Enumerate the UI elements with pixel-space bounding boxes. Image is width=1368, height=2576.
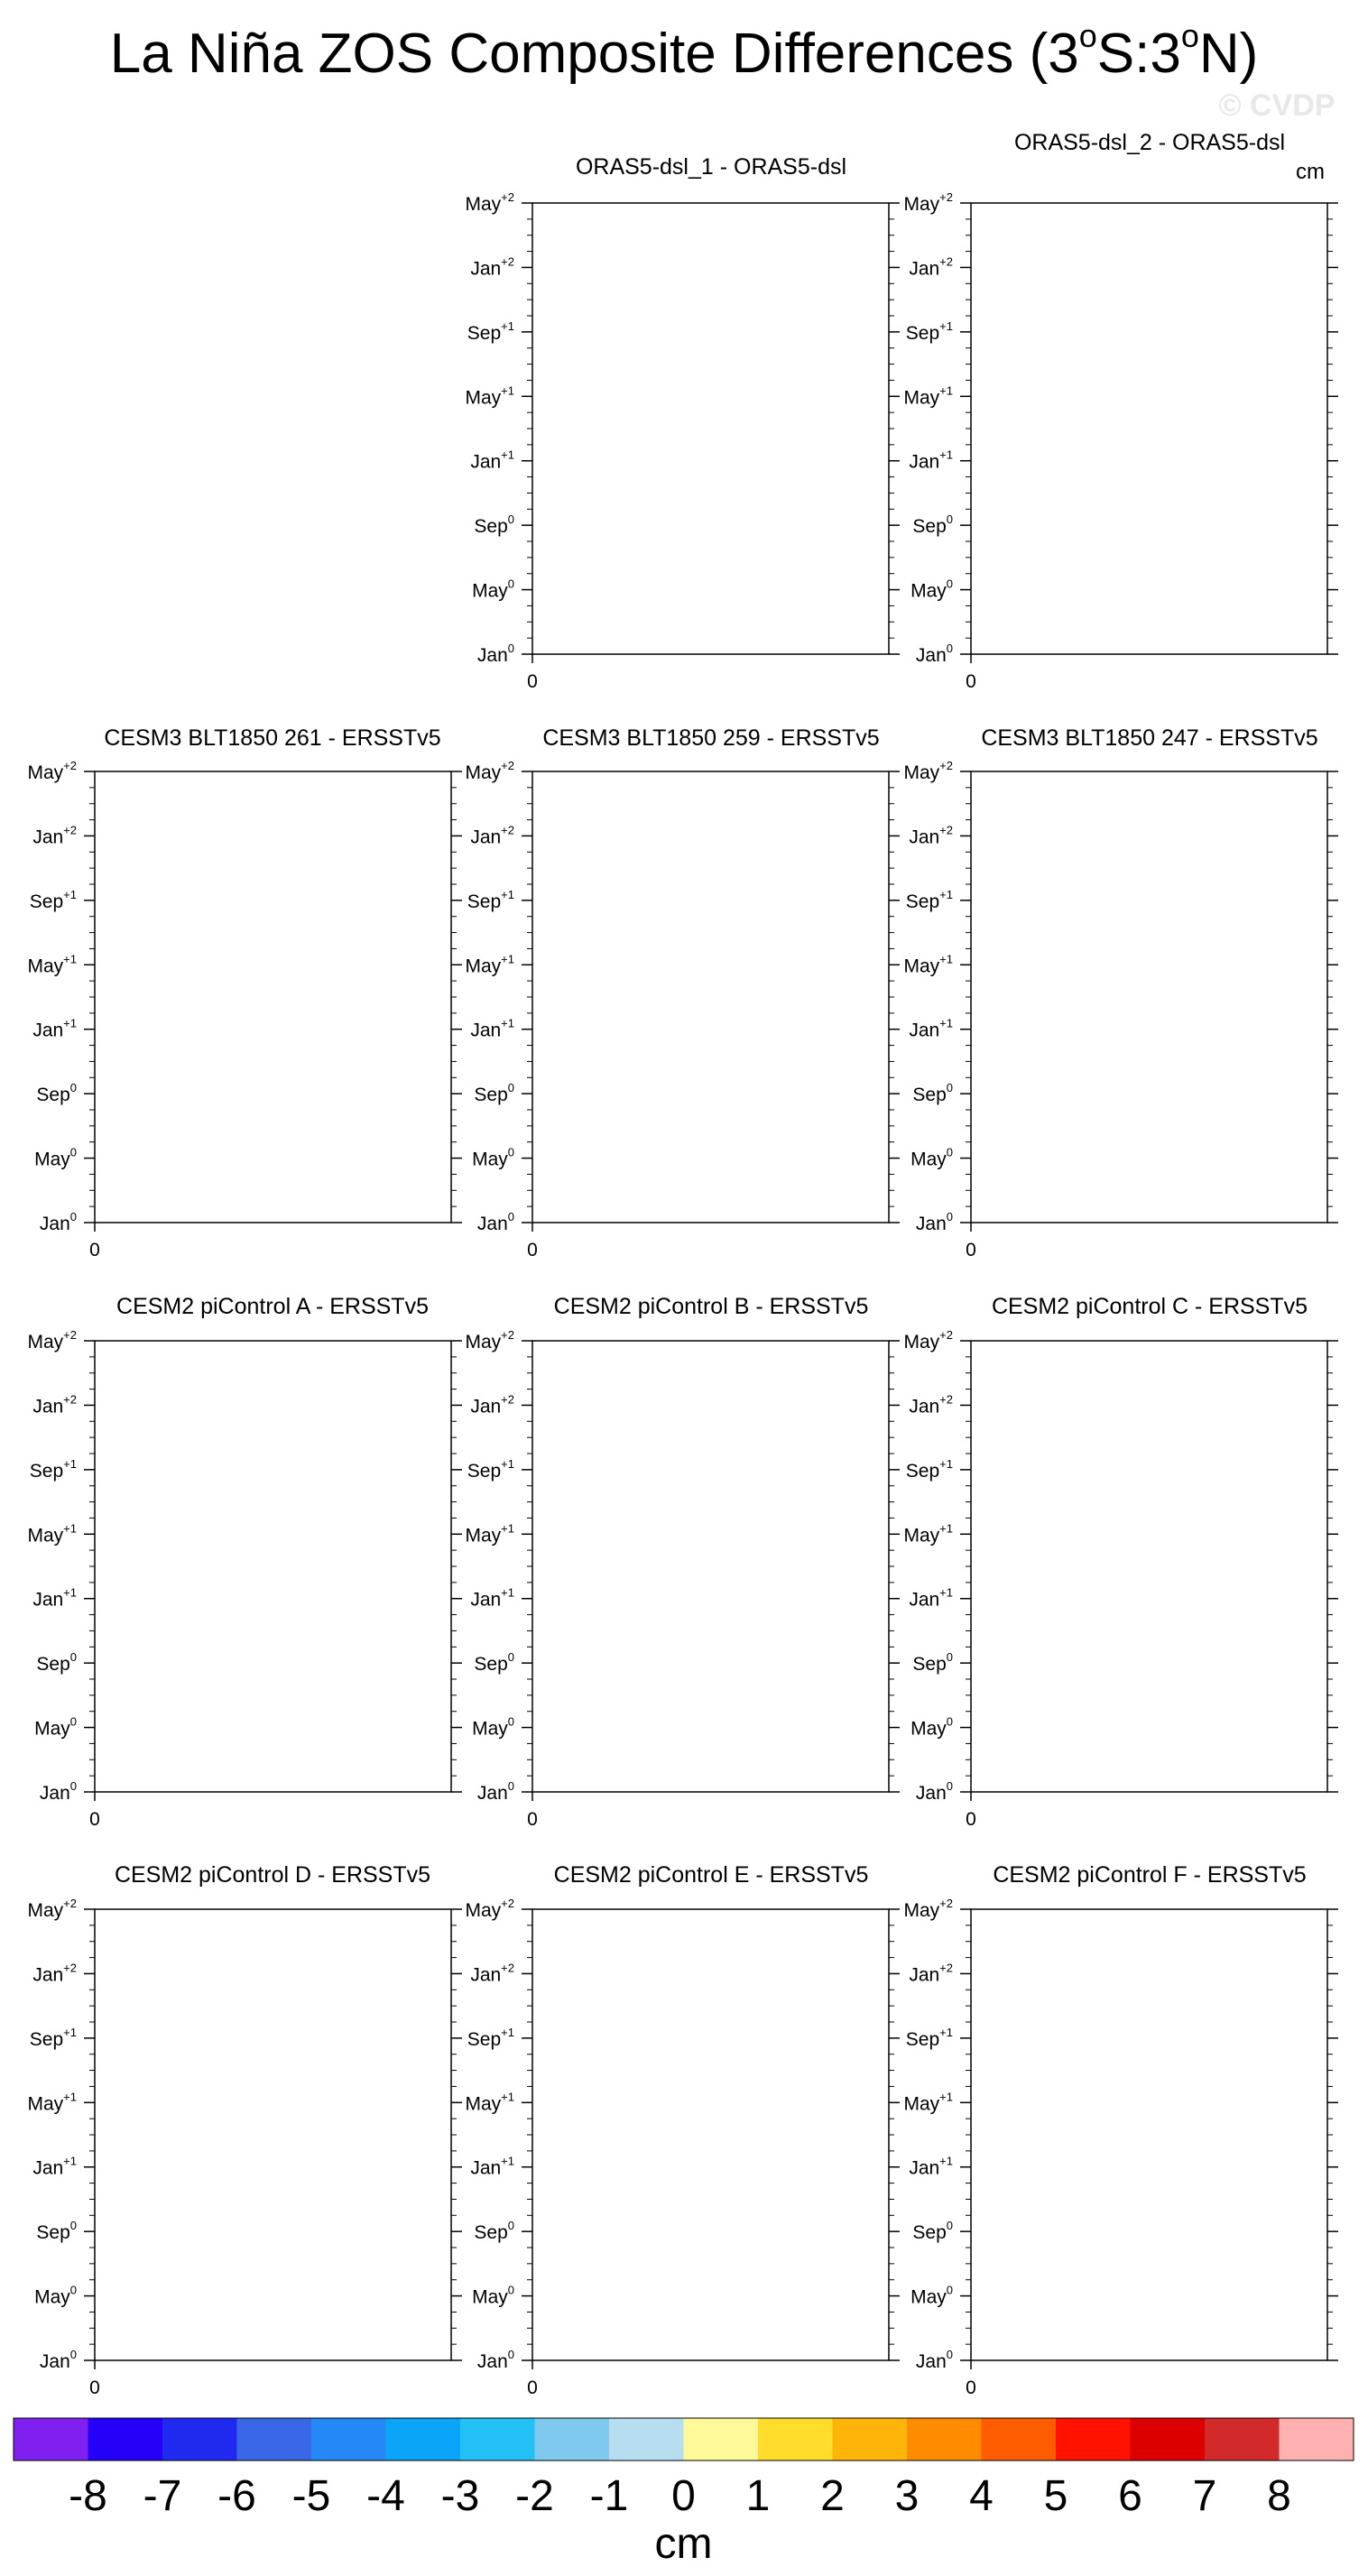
- colorbar-tick-label: 6: [1118, 2472, 1142, 2520]
- y-tick-label: May$^{+1}$: [465, 2090, 514, 2115]
- y-tick-label: Sep$^{+1}$: [467, 319, 514, 344]
- panel: [27, 725, 462, 1260]
- y-tick-label: Sep$^0$: [912, 1081, 953, 1106]
- y-tick-label: Jan$^{+1}$: [470, 2154, 514, 2179]
- y-tick-label: May$^{+1}$: [465, 952, 514, 977]
- y-tick-label: Jan$^{+2}$: [32, 1392, 77, 1417]
- colorbar-tick-label: 1: [745, 2472, 771, 2520]
- colorbar-tick-label: -4: [366, 2472, 405, 2520]
- y-tick-label: Jan$^0$: [915, 642, 953, 666]
- y-tick-label: May$^{+2}$: [903, 190, 953, 215]
- panel: [903, 130, 1338, 692]
- y-tick-label: Jan$^{+2}$: [909, 823, 953, 848]
- panel-frame: [95, 771, 451, 1223]
- colorbar-tick-label: -7: [143, 2472, 182, 2520]
- panel-frame: [95, 1341, 451, 1792]
- y-tick-label: May$^{+2}$: [903, 1328, 953, 1353]
- y-tick-label: Sep$^0$: [912, 1650, 953, 1676]
- y-tick-label: May$^{+1}$: [27, 952, 77, 977]
- colorbar-tick-label: -6: [217, 2472, 256, 2520]
- panel: [903, 1294, 1338, 1830]
- panel: [27, 1294, 462, 1830]
- x-tick-label: 0: [966, 1809, 976, 1830]
- y-tick-label: May$^{+2}$: [465, 1897, 514, 1921]
- colorbar-label: cm: [654, 2520, 713, 2568]
- y-tick-label: May$^{+1}$: [27, 2090, 77, 2115]
- panel: [27, 1862, 462, 2398]
- panel-frame: [532, 1909, 889, 2360]
- colorbar-swatch: [162, 2418, 237, 2461]
- x-tick-label: 0: [89, 2377, 100, 2398]
- panel-title: CESM2 piControl D - ERSSTv5: [114, 1862, 431, 1888]
- y-tick-label: Jan$^{+1}$: [32, 2154, 77, 2179]
- colorbar-swatch: [14, 2418, 88, 2461]
- y-tick-label: Jan$^{+2}$: [470, 823, 514, 848]
- y-tick-label: May$^{+1}$: [903, 952, 953, 977]
- y-tick-label: Jan$^{+1}$: [470, 448, 514, 473]
- colorbar-swatch: [833, 2418, 908, 2461]
- y-tick-label: Jan$^{+2}$: [470, 1961, 514, 1986]
- y-tick-label: Sep$^0$: [36, 2219, 77, 2244]
- x-tick-label: 0: [89, 1240, 100, 1260]
- colorbar-swatch: [237, 2418, 312, 2461]
- colorbar-swatch: [88, 2418, 163, 2461]
- y-tick-label: May$^{+1}$: [903, 2090, 953, 2115]
- y-tick-label: May$^{+2}$: [27, 759, 77, 783]
- y-tick-label: May$^{+2}$: [27, 1328, 77, 1353]
- colorbar-swatch: [684, 2418, 759, 2461]
- colorbar-swatch: [386, 2418, 461, 2461]
- y-tick-label: May$^0$: [472, 1714, 514, 1740]
- y-tick-label: Jan$^{+1}$: [32, 1585, 77, 1611]
- panel-title: CESM2 piControl A - ERSSTv5: [116, 1294, 429, 1319]
- y-tick-label: Jan$^{+2}$: [32, 1961, 77, 1986]
- y-tick-label: Jan$^0$: [476, 1210, 514, 1234]
- x-tick-label: 0: [527, 1809, 538, 1830]
- panel: [465, 154, 900, 692]
- y-tick-label: Sep$^0$: [474, 1081, 514, 1106]
- y-tick-label: Jan$^0$: [915, 1210, 953, 1234]
- panel-frame: [532, 1341, 889, 1792]
- y-tick-label: May$^{+1}$: [465, 383, 514, 409]
- y-tick-label: Jan$^{+1}$: [470, 1016, 514, 1041]
- colorbar-tick-label: -2: [515, 2472, 554, 2520]
- x-tick-label: 0: [966, 671, 976, 692]
- x-tick-label: 0: [527, 671, 538, 692]
- panel-frame: [971, 1909, 1327, 2360]
- panel-title: ORAS5-dsl_1 - ORAS5-dsl: [575, 154, 847, 180]
- y-tick-label: Sep$^{+1}$: [905, 2025, 953, 2050]
- units-label: cm: [1296, 160, 1325, 184]
- x-tick-label: 0: [527, 2377, 538, 2398]
- y-tick-label: May$^{+1}$: [465, 1521, 514, 1547]
- y-tick-label: May$^0$: [34, 1145, 77, 1170]
- panel: [465, 1862, 900, 2398]
- y-tick-label: Sep$^0$: [912, 512, 953, 538]
- y-tick-label: Sep$^{+1}$: [29, 887, 77, 912]
- y-tick-label: Sep$^{+1}$: [29, 2025, 77, 2050]
- y-tick-label: Jan$^0$: [39, 2348, 77, 2372]
- y-tick-label: Jan$^{+1}$: [909, 448, 953, 473]
- colorbar-tick-label: 3: [894, 2472, 920, 2520]
- panel-title: ORAS5-dsl_2 - ORAS5-dsl: [1013, 130, 1286, 155]
- y-tick-label: May$^{+2}$: [465, 190, 514, 215]
- y-tick-label: Sep$^{+1}$: [467, 887, 514, 912]
- y-tick-label: Jan$^{+2}$: [32, 823, 77, 848]
- y-tick-label: May$^{+1}$: [903, 383, 953, 409]
- colorbar-tick-label: 4: [969, 2472, 994, 2520]
- y-tick-label: Sep$^{+1}$: [467, 1456, 514, 1482]
- colorbar-swatch: [1056, 2418, 1131, 2461]
- colorbar-swatch: [609, 2418, 684, 2461]
- y-tick-label: May$^0$: [910, 2283, 953, 2308]
- x-tick-label: 0: [966, 1240, 976, 1260]
- y-tick-label: Jan$^{+1}$: [32, 1016, 77, 1041]
- y-tick-label: Jan$^{+2}$: [470, 254, 514, 280]
- y-tick-label: May$^0$: [910, 1145, 953, 1170]
- y-tick-label: May$^{+2}$: [465, 1328, 514, 1353]
- y-tick-label: Jan$^{+1}$: [470, 1585, 514, 1611]
- y-tick-label: May$^0$: [472, 2283, 514, 2308]
- y-tick-label: Sep$^{+1}$: [905, 319, 953, 344]
- y-tick-label: Jan$^0$: [476, 642, 514, 666]
- y-tick-label: Jan$^{+2}$: [909, 1392, 953, 1417]
- x-tick-label: 0: [966, 2377, 976, 2398]
- colorbar-swatch: [1205, 2418, 1280, 2461]
- x-tick-label: 0: [89, 1809, 100, 1830]
- x-tick-label: 0: [527, 1240, 538, 1260]
- y-tick-label: May$^{+2}$: [903, 1897, 953, 1921]
- y-tick-label: Sep$^0$: [474, 1650, 514, 1676]
- y-tick-label: Jan$^0$: [915, 2348, 953, 2372]
- y-tick-label: Jan$^0$: [39, 1210, 77, 1234]
- colorbar-swatch: [1131, 2418, 1206, 2461]
- panel-frame: [971, 203, 1327, 654]
- y-tick-label: Sep$^0$: [474, 512, 514, 538]
- y-tick-label: May$^0$: [910, 577, 953, 602]
- watermark: © CVDP: [1218, 88, 1336, 123]
- y-tick-label: Sep$^0$: [36, 1081, 77, 1106]
- panel: [465, 725, 900, 1260]
- y-tick-label: Jan$^0$: [476, 1779, 514, 1804]
- y-tick-label: May$^0$: [472, 577, 514, 602]
- figure-title: La Niña ZOS Composite Differences (3$^o$S:3$^o$N): [109, 17, 1259, 85]
- panel-frame: [532, 203, 889, 654]
- y-tick-label: Sep$^0$: [474, 2219, 514, 2244]
- panel: [903, 1862, 1338, 2398]
- colorbar-swatch: [535, 2418, 610, 2461]
- panel-title: CESM3 BLT1850 261 - ERSSTv5: [104, 725, 441, 751]
- panels-group: [27, 130, 1338, 2398]
- y-tick-label: May$^0$: [34, 2283, 77, 2308]
- panel-frame: [95, 1909, 451, 2360]
- panel-frame: [532, 771, 889, 1223]
- y-tick-label: May$^{+2}$: [903, 759, 953, 783]
- colorbar-swatch: [758, 2418, 833, 2461]
- y-tick-label: May$^0$: [472, 1145, 514, 1170]
- y-tick-label: May$^0$: [910, 1714, 953, 1740]
- y-tick-label: May$^0$: [34, 1714, 77, 1740]
- y-tick-label: Sep$^{+1}$: [29, 1456, 77, 1482]
- panel-title: CESM2 piControl F - ERSSTv5: [993, 1862, 1307, 1888]
- y-tick-label: May$^{+2}$: [465, 759, 514, 783]
- y-tick-label: Sep$^0$: [912, 2219, 953, 2244]
- panel-title: CESM2 piControl C - ERSSTv5: [991, 1294, 1308, 1319]
- y-tick-label: Jan$^{+1}$: [909, 2154, 953, 2179]
- colorbar-tick-label: -1: [589, 2472, 629, 2520]
- y-tick-label: May$^{+2}$: [27, 1897, 77, 1921]
- y-tick-label: Jan$^{+2}$: [909, 1961, 953, 1986]
- colorbar-tick-label: -5: [291, 2472, 331, 2520]
- colorbar-swatch: [982, 2418, 1057, 2461]
- y-tick-label: Jan$^0$: [39, 1779, 77, 1804]
- colorbar-swatch: [1280, 2418, 1354, 2461]
- y-tick-label: Jan$^0$: [476, 2348, 514, 2372]
- y-tick-label: Sep$^{+1}$: [905, 887, 953, 912]
- panel-title: CESM3 BLT1850 247 - ERSSTv5: [981, 725, 1318, 751]
- y-tick-label: Sep$^0$: [36, 1650, 77, 1676]
- colorbar-swatch: [907, 2418, 982, 2461]
- y-tick-label: May$^{+1}$: [27, 1521, 77, 1547]
- colorbar-swatch: [460, 2418, 535, 2461]
- colorbar-tick-label: 2: [820, 2472, 845, 2520]
- panel-title: CESM2 piControl B - ERSSTv5: [553, 1294, 869, 1319]
- y-tick-label: Jan$^0$: [915, 1779, 953, 1804]
- panel: [903, 725, 1338, 1260]
- colorbar-tick-label: 5: [1043, 2472, 1068, 2520]
- colorbar-swatch: [311, 2418, 386, 2461]
- y-tick-label: Sep$^{+1}$: [467, 2025, 514, 2050]
- colorbar-tick-label: -3: [440, 2472, 480, 2520]
- colorbar-tick-label: 0: [671, 2472, 696, 2520]
- panel-frame: [971, 771, 1327, 1223]
- colorbar-tick-label: 8: [1267, 2472, 1291, 2520]
- y-tick-label: Sep$^{+1}$: [905, 1456, 953, 1482]
- y-tick-label: Jan$^{+2}$: [909, 254, 953, 280]
- y-tick-label: Jan$^{+1}$: [909, 1016, 953, 1041]
- panel-frame: [971, 1341, 1327, 1792]
- panel-title: CESM2 piControl E - ERSSTv5: [553, 1862, 869, 1888]
- y-tick-label: May$^{+1}$: [903, 1521, 953, 1547]
- panel-title: CESM3 BLT1850 259 - ERSSTv5: [542, 725, 880, 751]
- y-tick-label: Jan$^{+1}$: [909, 1585, 953, 1611]
- panel: [465, 1294, 900, 1830]
- colorbar-tick-label: 7: [1192, 2472, 1217, 2520]
- y-tick-label: Jan$^{+2}$: [470, 1392, 514, 1417]
- colorbar-tick-label: -8: [69, 2472, 107, 2520]
- colorbar: [14, 2418, 1354, 2568]
